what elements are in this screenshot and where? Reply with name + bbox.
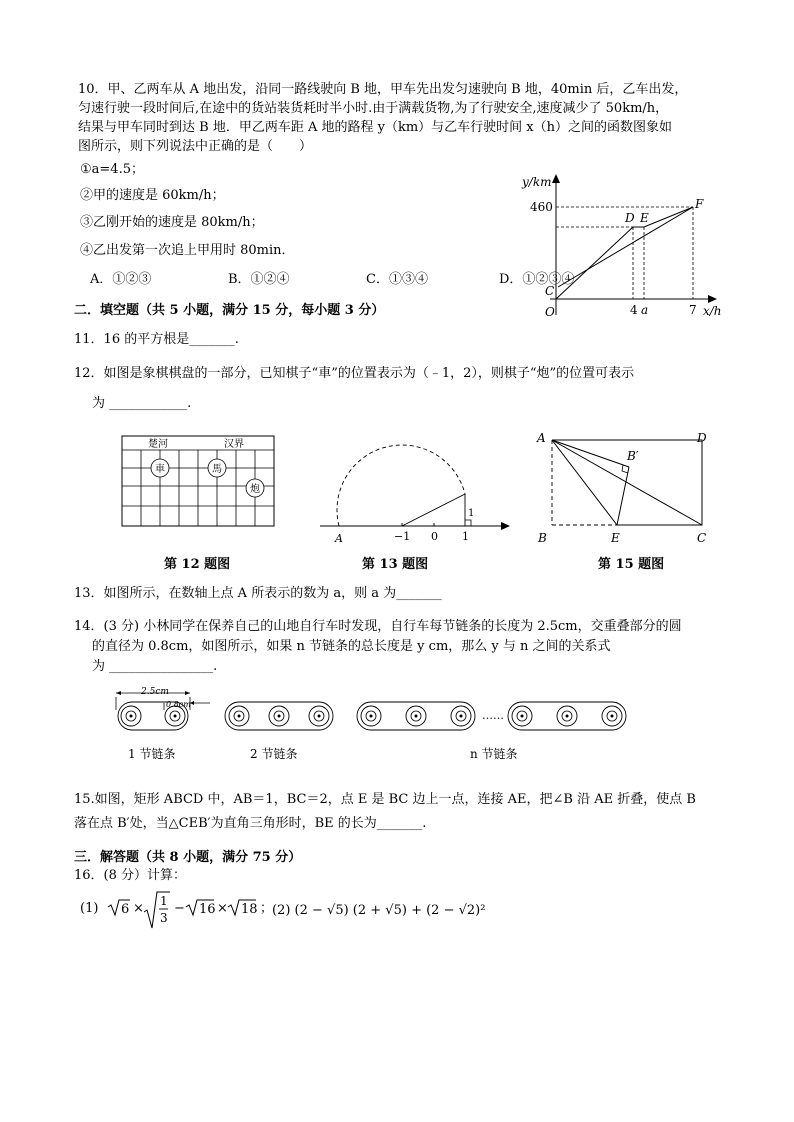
q16-heading: 16．(8 分）计算： [74,868,187,883]
chain-2-links [225,702,333,730]
q14-line-3: 为 ________________. [92,659,218,674]
chain-1-link [116,687,210,730]
label-C: C [545,284,555,298]
q16-part-2: (2) (2 − √5) (2 + √5) + (2 − √2)² [272,903,486,918]
fig12-chess-board [120,434,280,534]
label-B: B [538,531,547,545]
q10-option-a: A．①②③ [90,272,152,287]
chain-label-1: 1 节链条 [128,747,176,761]
q15-line-1: 15.如图，矩形 ABCD 中，AB＝1，BC＝2，点 E 是 BC 边上一点，连接 AE，把∠B 沿 AE 折叠，使点 B [74,792,696,807]
q10-statement-3: ③乙刚开始的速度是 80km/h； [80,215,264,230]
q10-statement-1: ①a=4.5； [80,162,144,177]
label-A: A [335,532,343,545]
q12-line-2: 为 ____________. [92,396,192,411]
label-E: E [611,531,620,545]
q13: 13．如图所示，在数轴上点 A 所表示的数为 a，则 a 为_______ [74,586,442,601]
x-axis-arrow [708,295,717,303]
label-1: 1 [462,530,469,543]
q16-formula-1 [80,888,280,932]
q12-line-1: 12．如图是象棋棋盘的一部分，已知棋子“車”的位置表示为（﹣1，2），则棋子“炮”的位置可表示 [74,366,635,381]
x-tick-7: 7 [689,303,697,317]
q10-line-1: 10．甲、乙两车从 A 地出发，沿同一路线驶向 B 地，甲车先出发匀速驶向 B 地，40min 后，乙车出发， [78,82,688,97]
label-O: O [545,305,555,319]
q10-function-graph [500,170,730,320]
label-E: E [640,211,649,225]
caption-fig15: 第 15 题图 [598,557,665,572]
piece-chariot-label: 車 [155,464,165,475]
label-minus-1: −1 [394,530,411,543]
dim-link-length: 2.5cm [141,687,169,697]
radicand-16: 16 [199,902,216,917]
semicolon: ； [260,901,274,916]
x-tick-a: a [641,303,649,317]
chain-label-2: 2 节链条 [250,747,298,761]
q10-option-c: C．①③④ [366,272,428,287]
label-C: C [697,531,707,545]
river-label-left: 楚河 [148,439,168,450]
fraction-denominator: 3 [160,911,168,925]
q14-line-1: 14．(3 分) 小林同学在保养自己的山地自行车时发现，自行车每节链条的长度为 2.5cm，交重叠部分的圆 [74,619,682,634]
segment-B-prime-E [617,467,629,525]
label-height-1: 1 [468,508,475,519]
radicand-18: 18 [241,902,258,917]
segment-AB-prime [552,440,629,467]
river-label-right: 汉界 [224,439,244,450]
fig14-chains [110,682,650,772]
section-3-heading: 三．解答题（共 8 小题，满分 75 分） [74,850,302,865]
y-axis-arrow [552,174,560,183]
hypotenuse [402,494,465,526]
q10-statement-4: ④乙出发第一次追上甲用时 80min． [80,243,295,258]
q15-line-2: 落在点 B′处，当△CEB′为直角三角形时，BE 的长为_______. [74,816,427,831]
chain-n-links [357,702,626,730]
chain-label-n: n 节链条 [470,747,518,761]
fraction-numerator: 1 [160,894,168,908]
times-2: × [217,901,228,916]
q10-statement-2: ②甲的速度是 60km/h； [80,188,225,203]
times-1: × [133,901,144,916]
piece-horse-label: 馬 [212,464,222,475]
q10-option-d: D．①②③④ [499,272,575,287]
label-F: F [695,197,704,211]
q10-line-3: 结果与甲车同时到达 B 地．甲乙两车距 A 地的路程 y（km）与乙车行驶时间 x（h）之间的函数图象如 [78,120,672,135]
label-D: D [625,211,635,225]
fig13-number-line [318,450,518,550]
label-D: D [697,431,707,445]
y-tick-460: 460 [530,200,553,214]
q10-line-4: 图所示，则下列说法中正确的是（ ） [78,139,313,154]
q10-line-2: 匀速行驶一段时间后,在途中的货站装货耗时半小时.由于满载货物,为了行驶安全,速度减少了 50km/h， [78,101,669,116]
minus-sign: − [174,901,185,916]
dim-overlap: 0.8cm [166,700,191,709]
piece-cannon-label: 炮 [250,484,260,495]
caption-fig12: 第 12 题图 [164,557,231,572]
section-2-heading: 二．填空题（共 5 小题，满分 15 分，每小题 3 分） [74,303,385,318]
label-0: 0 [431,530,438,543]
part-1-label: (1) [80,901,99,916]
segment-AE [552,440,617,525]
right-angle-mark [465,520,471,526]
q10-option-b: B．①②④ [228,272,290,287]
x-tick-4: 4 [630,303,638,317]
label-B-prime: B′ [627,449,639,463]
caption-fig13: 第 13 题图 [362,557,429,572]
q14-line-2: 的直径为 0.8cm，如图所示，如果 n 节链条的总长度是 y cm，那么 y 与 n 之间的关系式 [92,639,611,654]
chain-ellipsis: …… [482,709,504,722]
y-axis-label: y/km [522,175,552,189]
number-line-arrow [501,522,510,530]
fig15-rectangle [535,428,715,548]
radicand-6: 6 [121,902,130,917]
q11: 11．16 的平方根是_______. [74,332,239,347]
dashed-arc [337,445,465,526]
x-axis-label: x/h [703,304,722,318]
label-A: A [537,431,546,445]
